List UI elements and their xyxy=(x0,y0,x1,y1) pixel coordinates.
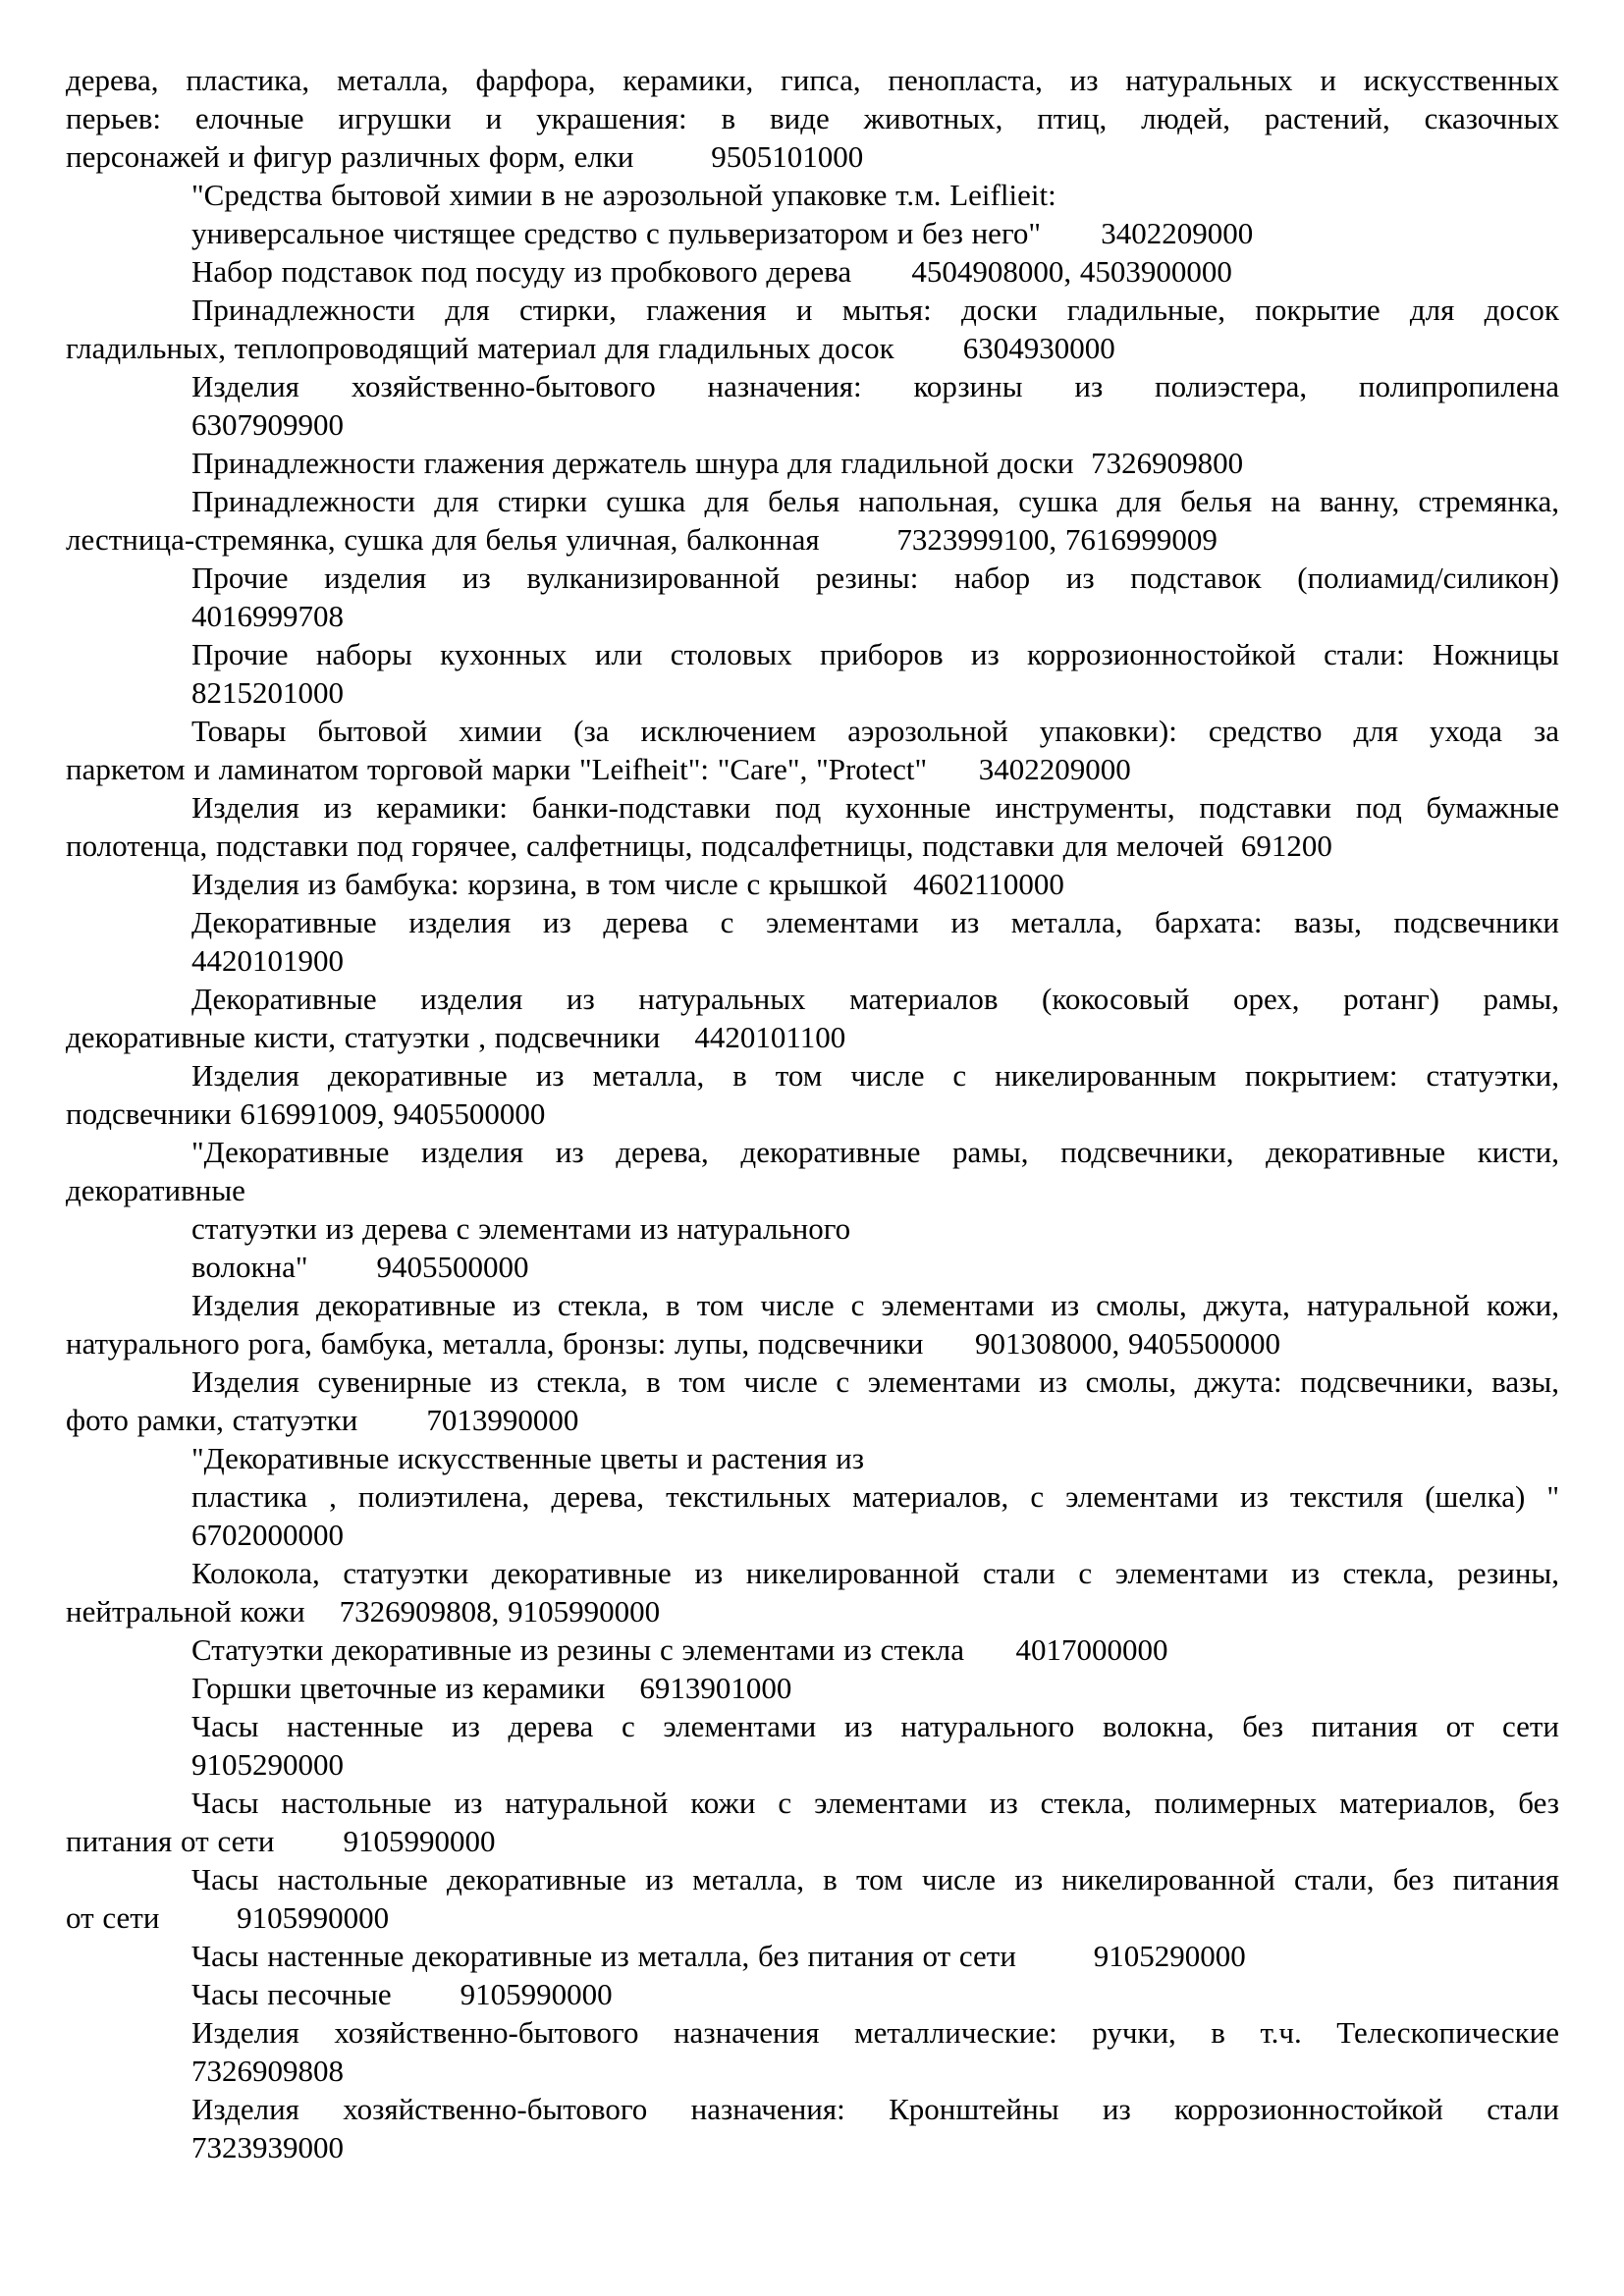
doc-line: Часы настенные из дерева с элементами из натурального волокна, без питания от сети xyxy=(191,1709,1559,1743)
doc-line: пластика , полиэтилена, дерева, текстильных материалов, с элементами из текстиля (шелка) " xyxy=(191,1479,1559,1514)
doc-line: Декоративные изделия из дерева с элементами из металла, бархата: вазы, подсвечники xyxy=(191,905,1559,939)
doc-line: Декоративные изделия из натуральных материалов (кокосовый орех, ротанг) рамы, xyxy=(191,982,1559,1016)
doc-line: волокна" 9405500000 xyxy=(191,1250,529,1284)
doc-line: Изделия хозяйственно-бытового назначения металлические: ручки, в т.ч. Телескопические xyxy=(191,2015,1559,2050)
doc-line: декоративные кисти, статуэтки , подсвечники 4420101100 xyxy=(66,1020,846,1054)
doc-line: Горшки цветочные из керамики 6913901000 xyxy=(191,1671,792,1705)
doc-line: 6702000000 xyxy=(191,1518,344,1552)
doc-line: "Декоративные искусственные цветы и растения из xyxy=(191,1441,864,1475)
doc-line: 7323939000 xyxy=(191,2130,344,2164)
doc-line: подсвечники 616991009, 9405500000 xyxy=(66,1096,546,1131)
doc-line: нейтральной кожи 7326909808, 9105990000 xyxy=(66,1594,661,1629)
doc-line: 4420101900 xyxy=(191,943,344,978)
doc-line: Изделия хозяйственно-бытового назначения: корзины из полиэстера, полипропилена xyxy=(191,369,1559,403)
doc-line: персонажей и фигур различных форм, елки 9505101000 xyxy=(66,139,864,174)
doc-line: Принадлежности для стирки сушка для белья напольная, сушка для белья на ванну, стремянка, xyxy=(191,484,1559,518)
doc-line: универсальное чистящее средство с пульверизатором и без него" 3402209000 xyxy=(191,216,1254,250)
doc-line: Принадлежности для стирки, глажения и мытья: доски гладильные, покрытие для досок xyxy=(191,293,1559,327)
doc-line: лестница-стремянка, сушка для белья уличная, балконная 7323999100, 7616999009 xyxy=(66,522,1218,557)
doc-line: от сети 9105990000 xyxy=(66,1900,390,1935)
doc-line: 6307909900 xyxy=(191,407,344,442)
doc-line: декоративные xyxy=(66,1173,245,1207)
doc-line: Набор подставок под посуду из пробкового дерева 4504908000, 4503900000 xyxy=(191,254,1232,289)
doc-line: Прочие наборы кухонных или столовых приборов из коррозионностойкой стали: Ножницы xyxy=(191,637,1559,671)
doc-line: "Декоративные изделия из дерева, декоративные рамы, подсвечники, декоративные кисти, xyxy=(191,1135,1559,1169)
doc-line: натурального рога, бамбука, металла, бронзы: лупы, подсвечники 901308000, 9405500000 xyxy=(66,1326,1280,1361)
doc-line: Товары бытовой химии (за исключением аэрозольной упаковки): средство для ухода за xyxy=(191,714,1559,748)
doc-line: Статуэтки декоративные из резины с элементами из стекла 4017000000 xyxy=(191,1632,1168,1667)
doc-line: Колокола, статуэтки декоративные из никелированной стали с элементами из стекла, резины, xyxy=(191,1556,1559,1590)
doc-line: Часы настольные декоративные из металла, в том числе из никелированной стали, без питания xyxy=(191,1862,1559,1896)
doc-line: 4016999708 xyxy=(191,599,344,633)
doc-line: Принадлежности глажения держатель шнура для гладильной доски 7326909800 xyxy=(191,446,1244,480)
doc-line: 8215201000 xyxy=(191,675,344,710)
doc-line: полотенца, подставки под горячее, салфетницы, подсалфетницы, подставки для мелочей 691200 xyxy=(66,828,1332,863)
doc-line: статуэтки из дерева с элементами из натурального xyxy=(191,1211,851,1246)
doc-line: 9105290000 xyxy=(191,1747,344,1782)
doc-line: "Средства бытовой химии в не аэрозольной упаковке т.м. Leiflieit: xyxy=(191,178,1056,212)
doc-line: Изделия хозяйственно-бытового назначения: Кронштейны из коррозионностойкой стали xyxy=(191,2092,1559,2126)
doc-line: Изделия декоративные из металла, в том числе с никелированным покрытием: статуэтки, xyxy=(191,1058,1559,1093)
doc-line: гладильных, теплопроводящий материал для гладильных досок 6304930000 xyxy=(66,331,1115,365)
doc-line: Изделия из бамбука: корзина, в том числе с крышкой 4602110000 xyxy=(191,867,1064,901)
doc-line: Часы настенные декоративные из металла, без питания от сети 9105290000 xyxy=(191,1939,1246,1973)
doc-line: Прочие изделия из вулканизированной резины: набор из подставок (полиамид/силикон) xyxy=(191,561,1559,595)
doc-line: Часы песочные 9105990000 xyxy=(191,1977,613,2011)
doc-line: Изделия декоративные из стекла, в том числе с элементами из смолы, джута, натуральной кожи, xyxy=(191,1288,1559,1322)
doc-line: дерева, пластика, металла, фарфора, керамики, гипса, пенопласта, из натуральных и искусственных xyxy=(66,63,1559,97)
doc-line: паркетом и ламинатом торговой марки "Leifheit": "Care", "Protect" 3402209000 xyxy=(66,752,1131,786)
doc-line: фото рамки, статуэтки 7013990000 xyxy=(66,1403,579,1437)
doc-line: перьев: елочные игрушки и украшения: в виде животных, птиц, людей, растений, сказочных xyxy=(66,101,1559,135)
doc-line: 7326909808 xyxy=(191,2054,344,2088)
doc-line: Часы настольные из натуральной кожи с элементами из стекла, полимерных материалов, без xyxy=(191,1786,1559,1820)
doc-line: питания от сети 9105990000 xyxy=(66,1824,496,1858)
doc-line: Изделия из керамики: банки-подставки под кухонные инструменты, подставки под бумажные xyxy=(191,790,1559,825)
doc-line: Изделия сувенирные из стекла, в том числе с элементами из смолы, джута: подсвечники, вазы, xyxy=(191,1364,1559,1399)
